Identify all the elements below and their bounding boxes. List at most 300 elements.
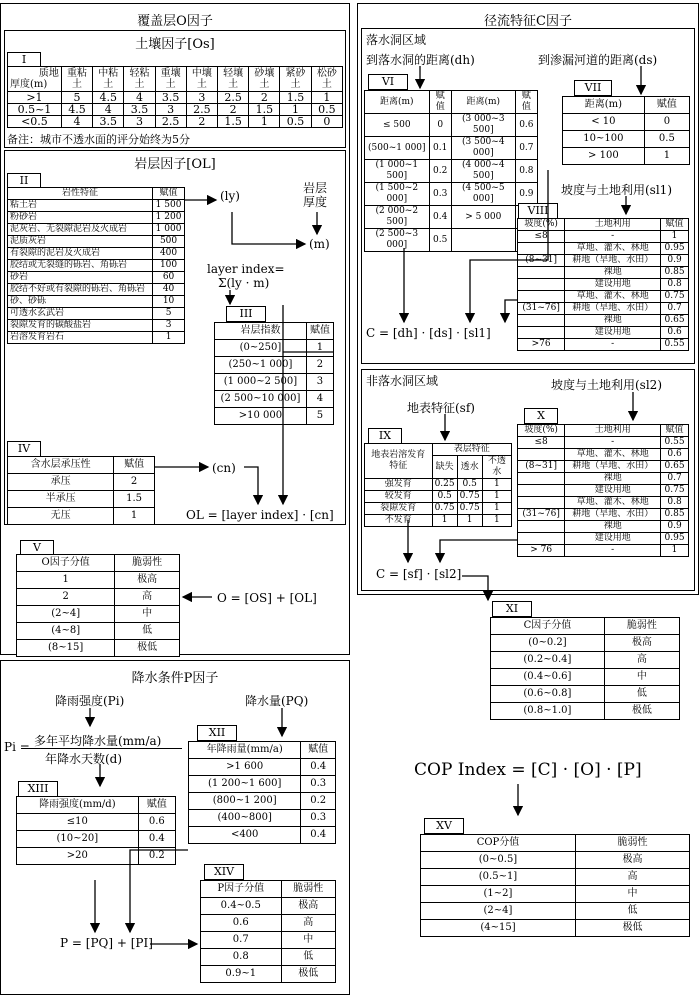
table-cell: (0.2~0.4] (491, 652, 605, 669)
table-cell: (1 500~2 000] (365, 183, 430, 206)
column-header: 土地利用 (565, 219, 661, 231)
table-cell: 1 (644, 148, 689, 165)
cn-label: (cn) (212, 461, 236, 475)
table-cell: 不发育 (365, 515, 433, 527)
table-cell: (4 500~5 000] (451, 183, 515, 206)
table-cell: 0.95 (661, 533, 689, 545)
column-header: 赋值 (114, 457, 155, 474)
sl1-label: 坡度与土地利用(sl1) (561, 183, 672, 197)
table-cell: 4 (61, 116, 92, 128)
table-cell: 耕地（旱地、水田） (565, 509, 661, 521)
table-cell: 4 (124, 92, 155, 104)
table-cell: 0.5 (432, 491, 457, 503)
table-cell: 泥质灰岩 (8, 236, 153, 248)
table-cell: 0.6 (138, 814, 175, 831)
table-cell: (8~31] (518, 461, 565, 473)
table-cell: 2 (114, 474, 155, 491)
table-cell: 0.6 (515, 114, 537, 137)
table-cell: (0~0.5] (421, 852, 576, 869)
table-cell: <400 (189, 827, 301, 844)
table-cell: 5 (153, 308, 185, 320)
table-cell: 0.85 (661, 267, 689, 279)
table-cell: 粉砂岩 (8, 212, 153, 224)
table-cell: ≤8 (518, 231, 565, 243)
corner-bot: 厚度(m) (10, 79, 48, 90)
table-cell: (1 000~1 500] (365, 160, 430, 183)
table-cell: 有裂隙的泥岩及火成岩 (8, 248, 153, 260)
table-cell: > 76 (518, 545, 565, 557)
table-cell: < 10 (563, 114, 645, 131)
table-cell: 草地、灌木、林地 (565, 291, 661, 303)
table-cell: 0.9 (661, 521, 689, 533)
table-cell: 40 (153, 284, 185, 296)
table-cell: 1 (280, 104, 311, 116)
column-header: 含水层承压性 (8, 457, 114, 474)
table-cell: 0.8 (661, 279, 689, 291)
table-I-number: I (7, 52, 41, 68)
table-cell: 裂隙发育的碳酸盐岩 (8, 320, 153, 332)
table-cell: 0.1 (429, 137, 451, 160)
table-cell: 极高 (575, 852, 689, 869)
table-cell: 粘土岩 (8, 200, 153, 212)
table-cell: 0.8 (515, 160, 537, 183)
table-cell: 胶结不好或有裂隙的砾岩、角砾岩 (8, 284, 153, 296)
table-cell: 泥灰岩、无裂隙泥岩及火成岩 (8, 224, 153, 236)
table-cell: 400 (153, 248, 185, 260)
table-cell: 裸地 (565, 473, 661, 485)
column-header: 脆弱性 (604, 618, 679, 635)
table-cell: 1.5 (114, 491, 155, 508)
table-cell: (800~1 200] (189, 793, 301, 810)
c-factor-title: 径流特征C因子 (484, 14, 572, 29)
table-cell: 0.5 (311, 104, 342, 116)
table-cell: 500 (153, 236, 185, 248)
table-XIV-number: XIV (204, 864, 244, 880)
ds-label: 到渗漏河道的距离(ds) (538, 53, 658, 67)
table-cell: 10 (153, 296, 185, 308)
table-cell: 0.65 (661, 315, 689, 327)
soil-column-header: 重粘土 (61, 67, 92, 92)
table-cell: 极低 (281, 966, 335, 983)
table-III-number: III (226, 306, 266, 322)
table-cell: (0.5~1] (421, 869, 576, 886)
table-cell: 4 (93, 104, 124, 116)
table-cell: (0.6~0.8] (491, 686, 605, 703)
arrow-ly-index (232, 212, 305, 244)
table-cell: 无压 (8, 508, 114, 525)
table-cell: 3.5 (155, 92, 186, 104)
table-cell: >76 (518, 339, 565, 351)
table-cell: 0.75 (661, 485, 689, 497)
table-cell: (2~4] (421, 903, 576, 920)
layer-thickness-text: 岩层厚度 (302, 181, 327, 209)
table-cell: 强发育 (365, 479, 433, 491)
o-formula: O = [OS] + [OL] (217, 591, 317, 605)
table-cell: 0.2 (429, 160, 451, 183)
table-cell: 岩溶发育岩石 (8, 332, 153, 344)
table-cell: 1 (432, 515, 457, 527)
table-cell: ≤ 500 (365, 114, 430, 137)
m-label: (m) (309, 237, 330, 251)
column-header: 脆弱性 (575, 835, 689, 852)
table-cell: 0.4~0.5 (201, 898, 282, 915)
table-cell: 0.6 (661, 327, 689, 339)
table-cell: 0.2 (138, 848, 175, 865)
table-cell: 砂岩 (8, 272, 153, 284)
table-cell: 1 (482, 515, 511, 527)
column-header: 赋值 (301, 742, 336, 759)
table-V-number: V (20, 540, 54, 556)
table-cell: (4~8] (17, 623, 115, 640)
table-cell: 0.6 (201, 915, 282, 932)
pi-equals: Pi = (4, 740, 30, 754)
table-cell: 极高 (115, 572, 180, 589)
table-cell: 10~100 (563, 131, 645, 148)
table-XV-number: XV (424, 818, 464, 834)
table-cell: 裸地 (565, 267, 661, 279)
table-cell: >10 000 (215, 408, 307, 425)
table-cell: (3 000~3 500] (451, 114, 515, 137)
table-cell: 2 (186, 116, 217, 128)
table-cell: 0.5 (644, 131, 689, 148)
table-cell: (31~76] (518, 303, 565, 315)
sf-label: 地表特征(sf) (407, 401, 475, 415)
table-cell: (2 500~10 000] (215, 391, 307, 408)
column-header: 地表岩溶发育特征 (365, 444, 433, 479)
table-cell: 中 (281, 932, 335, 949)
table-cell: 0.55 (661, 339, 689, 351)
column-header: 赋值 (429, 91, 451, 114)
table-cell: 1.5 (218, 116, 249, 128)
column-header: 赋值 (306, 323, 333, 340)
table-cell: 砂、砂砾 (8, 296, 153, 308)
table-cell: > 100 (563, 148, 645, 165)
table-cell: 3.5 (93, 116, 124, 128)
table-cell: (1 200~1 600] (189, 776, 301, 793)
table-cell: 裸地 (565, 315, 661, 327)
table-cell: 0.4 (301, 759, 336, 776)
table-cell: 高 (604, 652, 679, 669)
table-cell: 60 (153, 272, 185, 284)
table-cell: ≤8 (518, 437, 565, 449)
table-cell: 草地、灌木、林地 (565, 243, 661, 255)
table-cell: 建设用地 (565, 327, 661, 339)
table-XIII-number: XIII (18, 781, 58, 797)
soil-column-header: 砂壤土 (249, 67, 280, 92)
table-cell: 低 (281, 949, 335, 966)
table-cell: 1.5 (280, 92, 311, 104)
table-cell: 0.4 (138, 831, 175, 848)
table-cell: (2 500~3 000] (365, 229, 430, 252)
soil-column-header: 轻壤土 (218, 67, 249, 92)
table-cell: (0~0.2] (491, 635, 605, 652)
column-header: 坡度(%) (518, 219, 565, 231)
table-cell: (8~15] (17, 640, 115, 657)
table-cell: 草地、灌木、林地 (565, 449, 661, 461)
table-cell: (250~1 000] (215, 357, 307, 374)
table-cell: 1 500 (153, 200, 185, 212)
table-cell: 1 (249, 116, 280, 128)
table-cell: 极低 (115, 640, 180, 657)
table-cell: 0.9 (515, 183, 537, 206)
column-header: 年降雨量(mm/a) (189, 742, 301, 759)
column-header: 降雨强度(mm/d) (17, 797, 139, 814)
table-cell: 1 000 (153, 224, 185, 236)
table-cell: (0~250] (215, 340, 307, 357)
table-IX-number: IX (368, 428, 402, 444)
column-header: 坡度(%) (518, 425, 565, 437)
o-factor-title: 覆盖层O因子 (137, 14, 213, 29)
sl2-label: 坡度与土地利用(sl2) (551, 378, 662, 392)
table-cell: 2 (249, 92, 280, 104)
table-cell: >1 600 (189, 759, 301, 776)
table-cell: 半承压 (8, 491, 114, 508)
column-header: P因子分值 (201, 881, 282, 898)
table-cell: 0.75 (457, 491, 482, 503)
table-cell: (1~2] (421, 886, 576, 903)
table-cell: 0.65 (661, 461, 689, 473)
soil-column-header: 中粘土 (93, 67, 124, 92)
table-cell: 2 (306, 357, 333, 374)
table-cell: 1 (457, 515, 482, 527)
table-cell: >20 (17, 848, 139, 865)
table-cell: 0.9~1 (201, 966, 282, 983)
table-cell: 1.5 (249, 104, 280, 116)
table-cell: 胶结或无裂缝的砾岩、角砾岩 (8, 260, 153, 272)
table-cell: 2 (17, 589, 115, 606)
table-cell: (2~4] (17, 606, 115, 623)
table-cell: 3 (155, 104, 186, 116)
pi-numerator: 多年平均降水量(mm/a) (34, 734, 162, 748)
table-cell: 中 (575, 886, 689, 903)
table-VII-number: VII (574, 80, 612, 96)
column-header: 距离(m) (563, 97, 645, 114)
soil-column-header: 松砂土 (311, 67, 342, 92)
rain-intensity-label: 降雨强度(Pi) (55, 694, 125, 708)
ol-formula: OL = [layer index] · [cn] (186, 508, 334, 522)
table-cell: 1 (306, 340, 333, 357)
soil-column-header: 重壤土 (155, 67, 186, 92)
column-header: 岩层指数 (215, 323, 307, 340)
column-header: C因子分值 (491, 618, 605, 635)
column-header: 表层特征 (432, 444, 511, 456)
rainfall-amount-label: 降水量(PQ) (245, 694, 309, 708)
table-cell: 可透水玄武岩 (8, 308, 153, 320)
karst-area-title: 落水洞区域 (366, 33, 427, 47)
table-cell: 0.7 (661, 473, 689, 485)
table-cell: 0.5 (429, 229, 451, 252)
table-cell: 0.3 (301, 776, 336, 793)
table-cell: 3 (124, 116, 155, 128)
table-cell: 4 (306, 391, 333, 408)
pi-denominator: 年降水天数(d) (45, 752, 123, 766)
table-cell: 0.4 (429, 206, 451, 229)
table-cell: 高 (575, 869, 689, 886)
table-cell: 极高 (281, 898, 335, 915)
column-header: 透水 (457, 456, 482, 479)
table-cell: 较发育 (365, 491, 433, 503)
table-cell: 建设用地 (565, 279, 661, 291)
column-header: 距离(m) (365, 91, 430, 114)
table-cell: 低 (115, 623, 180, 640)
column-header: 脆弱性 (115, 555, 180, 572)
table-cell: 1 (17, 572, 115, 589)
table-cell: 中 (115, 606, 180, 623)
table-cell: 0.25 (432, 479, 457, 491)
column-header: 距离(m) (451, 91, 515, 114)
soil-factor-title: 土壤因子[Os] (135, 37, 215, 52)
table-cell: 4.5 (93, 92, 124, 104)
corner-top: 质地 (38, 68, 59, 79)
table-cell: 2.5 (186, 104, 217, 116)
table-cell: 1 (661, 545, 689, 557)
column-header: 脆弱性 (281, 881, 335, 898)
table-IV-number: IV (7, 441, 41, 457)
table-cell: (400~800] (189, 810, 301, 827)
table-cell: - (565, 231, 661, 243)
table-cell: 4.5 (61, 104, 92, 116)
table-cell: (4~15] (421, 920, 576, 937)
table-cell: 建设用地 (565, 533, 661, 545)
table-cell: - (565, 545, 661, 557)
table-cell: 0 (311, 116, 342, 128)
table-cell: 裂隙发育 (365, 503, 433, 515)
column-header: 赋值 (138, 797, 175, 814)
column-header: 赋值 (153, 188, 185, 200)
column-header: COP分值 (421, 835, 576, 852)
table-cell: 0.7 (515, 137, 537, 160)
nonkarst-area-title: 非落水洞区域 (366, 374, 439, 388)
table-cell: 耕地（旱地、水田） (565, 303, 661, 315)
table-cell: 高 (115, 589, 180, 606)
table-cell: 3 (153, 320, 185, 332)
column-header: 赋值 (661, 425, 689, 437)
table-cell: 0.7 (661, 303, 689, 315)
arrow-VIII-c (505, 300, 517, 322)
table-XI-number: XI (492, 601, 532, 617)
table-cell: 3.5 (124, 104, 155, 116)
table-cell: 0 (429, 114, 451, 137)
table-cell: 0.3 (301, 810, 336, 827)
table-cell: 裸地 (565, 521, 661, 533)
column-header: 岩性特征 (8, 188, 153, 200)
table-cell: 高 (281, 915, 335, 932)
table-cell: > 5 000 (451, 206, 515, 229)
table-cell: 0.75 (432, 503, 457, 515)
soil-note: 备注：城市不透水面的评分始终为5分 (7, 133, 190, 146)
table-cell: (4 000~4 500] (451, 160, 515, 183)
table-cell: 100 (153, 260, 185, 272)
layer-index-label: layer index= (207, 262, 285, 276)
column-header: 缺失 (432, 456, 457, 479)
table-cell: 0.4 (301, 827, 336, 844)
table-cell: ≤10 (17, 814, 139, 831)
column-header: 不透水 (482, 456, 511, 479)
arrow-X-c (440, 540, 517, 562)
layer-index-sum: Σ(ly · m) (218, 276, 270, 290)
rock-factor-title: 岩层因子[OL] (134, 157, 216, 172)
table-cell: (500~1 000] (365, 137, 430, 160)
row-label: >1 (8, 92, 62, 104)
table-cell: 承压 (8, 474, 114, 491)
dh-label: 到落水洞的距离(dh) (366, 53, 475, 67)
table-cell: 草地、灌木、林地 (565, 497, 661, 509)
arrow-cn-ol (244, 467, 258, 504)
column-header: 赋值 (644, 97, 689, 114)
table-cell: 2.5 (155, 116, 186, 128)
table-cell: 0.85 (661, 509, 689, 521)
soil-column-header: 中壤土 (186, 67, 217, 92)
soil-column-header: 紧砂土 (280, 67, 311, 92)
table-cell: 极低 (575, 920, 689, 937)
table-cell: 0.95 (661, 243, 689, 255)
table-cell: 建设用地 (565, 485, 661, 497)
table-cell: 0.55 (661, 437, 689, 449)
table-cell: - (565, 437, 661, 449)
table-cell: 0.3 (429, 183, 451, 206)
arrow-XII-p (130, 850, 188, 932)
table-cell: 5 (61, 92, 92, 104)
table-cell: (1 000~2 500] (215, 374, 307, 391)
table-cell: 3 (186, 92, 217, 104)
table-cell: 中 (604, 669, 679, 686)
table-XII-number: XII (197, 725, 237, 741)
table-cell: 低 (604, 686, 679, 703)
table-cell: (0.8~1.0] (491, 703, 605, 720)
table-cell: 2.5 (218, 92, 249, 104)
table-cell: 0.75 (661, 291, 689, 303)
table-cell: 1 (114, 508, 155, 525)
table-VIII-number: VIII (518, 203, 558, 219)
table-cell: 1 (482, 479, 511, 491)
table-II-number: II (7, 173, 41, 189)
table-cell: 1 (661, 231, 689, 243)
table-cell: 0.8 (661, 497, 689, 509)
table-cell: 耕地（旱地、水田） (565, 461, 661, 473)
table-cell: 2 (218, 104, 249, 116)
table-cell: (0.4~0.6] (491, 669, 605, 686)
row-label: <0.5 (8, 116, 62, 128)
column-header: 赋值 (661, 219, 689, 231)
table-cell: (8~31] (518, 255, 565, 267)
ly-label: (ly) (220, 189, 240, 203)
table-cell: 0.2 (301, 793, 336, 810)
table-cell: 1 (311, 92, 342, 104)
table-cell: (2 000~2 500] (365, 206, 430, 229)
arrow-VII-c (470, 170, 548, 322)
c-formula-nonkarst: C = [sf] · [sl2] (376, 567, 462, 581)
column-header: 土地利用 (565, 425, 661, 437)
c-formula-karst: C = [dh] · [ds] · [sl1] (366, 326, 491, 340)
p-factor-title: 降水条件P因子 (131, 671, 219, 686)
table-cell: 极低 (604, 703, 679, 720)
column-header: O因子分值 (17, 555, 115, 572)
table-cell: 0.7 (201, 932, 282, 949)
table-X-number: X (524, 408, 558, 424)
table-cell: 1 (482, 503, 511, 515)
table-VI-number: VI (368, 74, 408, 90)
column-header: 赋值 (515, 91, 537, 114)
table-cell: 0 (644, 114, 689, 131)
table-cell: (10~20] (17, 831, 139, 848)
row-label: 0.5~1 (8, 104, 62, 116)
table-cell: - (565, 339, 661, 351)
table-cell: 1 (153, 332, 185, 344)
table-cell: (31~76] (518, 509, 565, 521)
p-formula: P = [PQ] + [PI] (60, 936, 153, 950)
table-cell: 0.5 (457, 479, 482, 491)
arrow-c-XI (462, 576, 488, 600)
